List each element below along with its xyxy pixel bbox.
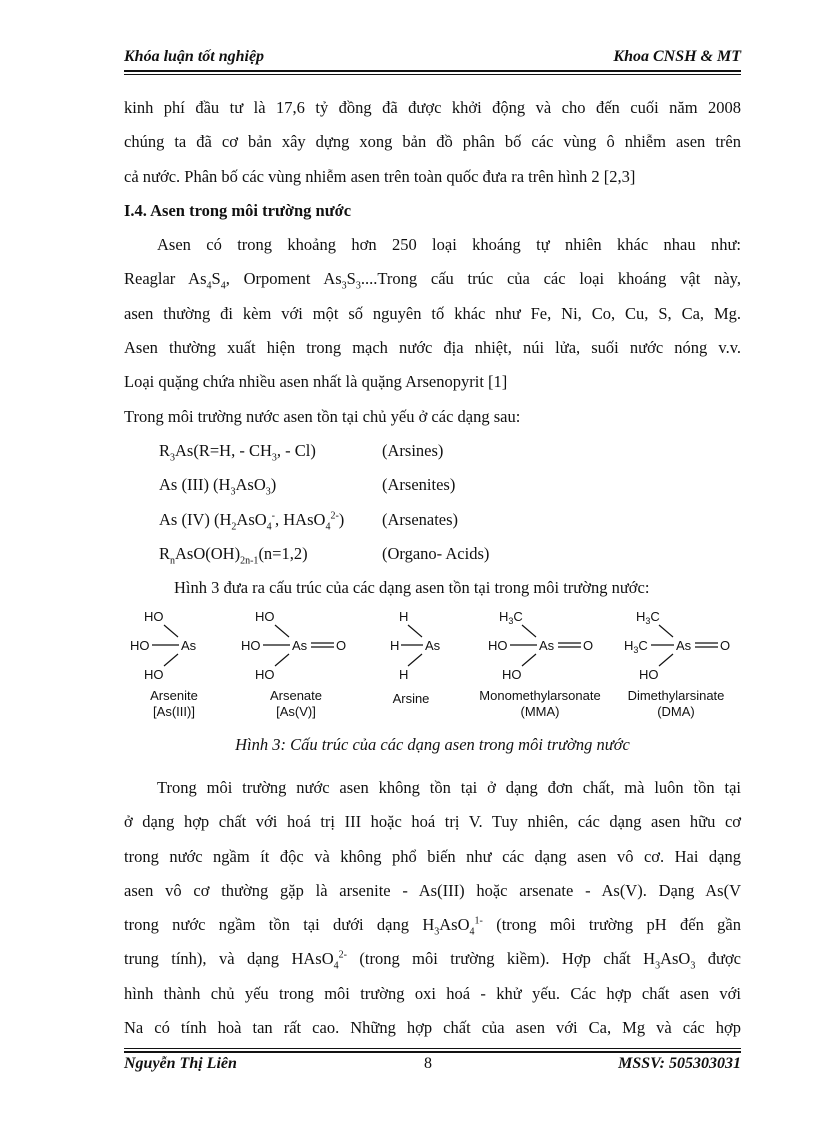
form-arsenites: As (III) $(H_3AsO_3)$ (Arsenites): [159, 475, 456, 498]
figure-3-structures: [124, 604, 741, 728]
mma-label: Monomethylarsonate: [479, 688, 601, 703]
svg-text:HO: HO: [255, 667, 275, 682]
para1-line-1: Asen có trong khoảng hơn 250 loại khoáng tự nhiên khác nhau như:: [157, 235, 741, 255]
svg-text:HO: HO: [255, 609, 275, 624]
intro-line-2: chúng ta đã cơ bản xây dựng xong bản đồ phân bố các vùng ô nhiễm asen trên: [124, 132, 741, 152]
structures-svg: [124, 604, 741, 728]
svg-text:HO: HO: [488, 638, 508, 653]
intro-line-1: kinh phí đầu tư là 17,6 tỷ đồng đã được khởi động và cho đến cuối năm 2008: [124, 98, 741, 117]
para2: [124, 771, 741, 1045]
mma-sublabel: (MMA): [520, 704, 560, 719]
svg-text:O: O: [583, 638, 594, 653]
svg-text:As: As: [676, 638, 692, 653]
svg-text:As: As: [181, 638, 197, 653]
para2-line-7: hình thành chủ yếu trong môi trường oxi hoá - khử yếu. Các hợp chất asen với: [124, 983, 741, 1003]
para2-line-3: trong nước ngầm ít độc và không phổ biến như các dạng asen vô cơ. Hai dạng: [124, 846, 741, 866]
svg-text:HO: HO: [130, 638, 150, 653]
footer-rule-thick: [124, 1051, 741, 1053]
header-rule-thick: [124, 70, 741, 72]
figure-caption: Hình 3: Cấu trúc của các dạng asen trong môi trường nước: [235, 735, 630, 754]
para1-line-4: Asen thường xuất hiện trong mạch nước địa nhiệt, núi lửa, suối nước nóng v.v.: [124, 338, 741, 358]
form-organo-acids: $R_nAsO(OH)_{2n-1}(n=1,2)$ (Organo- Acids): [159, 543, 490, 567]
arsine-label: Arsine: [392, 691, 430, 706]
page-number: 8: [424, 1055, 432, 1072]
svg-text:HO: HO: [144, 609, 164, 624]
svg-text:H: H: [399, 609, 409, 624]
form-arsines: $R_3As(R=H$, - $CH_3$, - Cl) (Arsines): [159, 440, 444, 464]
page-header: [124, 48, 741, 70]
section-heading: I.4. Asen trong môi trường nước: [124, 200, 352, 220]
body-text: [124, 91, 741, 605]
para1-line-3: asen thường đi kèm với một số nguyên tố khác như Fe, Ni, Co, Cu, S, Ca, Mg.: [124, 303, 741, 323]
header-faculty: Khoa CNSH & MT: [613, 48, 741, 65]
intro-line-3: cả nước. Phân bố các vùng nhiễm asen trên toàn quốc đưa ra trên hình 2 [2,3]: [124, 166, 636, 186]
svg-text:O: O: [336, 638, 347, 653]
para1-line-2: Reaglar $As_4S_4$, Orpoment $As_3S_3....Trong$ cấu trúc của các loại khoáng vật này,: [124, 269, 741, 292]
para2-line-6: trung tính), và dạng HAsO$_4^{2-}$ (trong môi trường kiềm). Hợp chất $H_3AsO_3$ được: [124, 949, 741, 972]
forms-intro: Trong môi trường nước asen tồn tại chủ yếu ở các dạng sau:: [124, 406, 521, 426]
form-arsenates: As (IV) ($H_2AsO_4^-$, HAsO$_4^{2-}$) (Arsenates): [159, 509, 459, 532]
arsenate-sublabel: [As(V)]: [276, 704, 316, 719]
svg-text:O: O: [720, 638, 731, 653]
header-rule-thin: [124, 74, 741, 75]
para2-line-5: trong nước ngầm tồn tại dưới dạng $H_3AsO_4^{1-}$ (trong môi trường pH đến gần: [124, 915, 742, 938]
arsenite-sublabel: [As(III)]: [153, 704, 195, 719]
svg-text:As: As: [292, 638, 308, 653]
arsenate-label: Arsenate: [269, 688, 323, 703]
svg-text:H: H: [399, 667, 409, 682]
page-footer: [124, 1055, 741, 1077]
arsenite-label: Arsenite: [150, 688, 198, 703]
svg-text:H3C: $H_3C$: [499, 609, 523, 626]
svg-text:HO: HO: [241, 638, 261, 653]
dma-sublabel: (DMA): [657, 704, 695, 719]
svg-text:HO: HO: [502, 667, 522, 682]
dma-label: Dimethylarsinate: [627, 688, 725, 703]
figure-intro: Hình 3 đưa ra cấu trúc của các dạng asen tồn tại trong môi trường nước:: [174, 578, 650, 598]
footer-rule-thin: [124, 1048, 741, 1049]
svg-text:H3C: $H_3C$: [624, 638, 648, 655]
svg-text:As: As: [539, 638, 555, 653]
header-thesis-title: Khóa luận tốt nghiệp: [124, 48, 265, 65]
svg-text:HO: HO: [144, 667, 164, 682]
para2-line-4: asen vô cơ thường gặp là arsenite - As(III) hoặc arsenate - As(V). Dạng As(V: [124, 880, 741, 900]
para2-line-1: Trong môi trường nước asen không tồn tại ở dạng đơn chất, mà luôn tồn tại: [157, 778, 741, 797]
para2-line-8: Na có tính hoà tan rất cao. Những hợp chất của asen với Ca, Mg và các hợp: [124, 1018, 741, 1038]
svg-text:H: H: [390, 638, 400, 653]
footer-student-id: MSSV: 505303031: [618, 1055, 741, 1072]
para2-line-2: ở dạng hợp chất với hoá trị III hoặc hoá trị V. Tuy nhiên, các dạng asen hữu cơ: [124, 812, 741, 832]
svg-text:As: As: [425, 638, 441, 653]
para1-line-5: Loại quặng chứa nhiều asen nhất là quặng Arsenopyrit [1]: [124, 372, 508, 392]
footer-author: Nguyễn Thị Liên: [124, 1055, 237, 1072]
svg-text:HO: HO: [639, 667, 659, 682]
svg-text:H3C: $H_3C$: [636, 609, 660, 626]
